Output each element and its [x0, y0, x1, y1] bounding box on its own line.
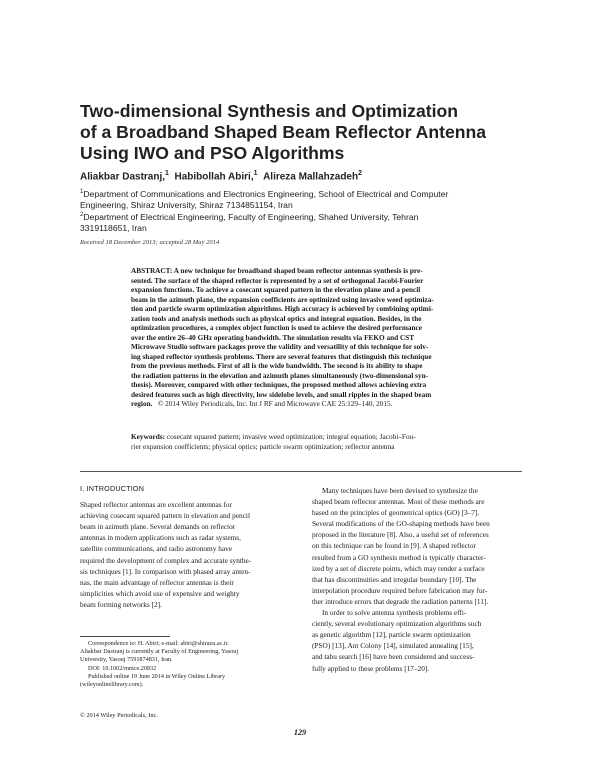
- abstract-line: optimization procedures, a complex object function is used to achieve the desired performance: [131, 324, 422, 332]
- author-list: [80, 170, 362, 182]
- author-name: Alireza Mallahzadeh: [263, 171, 359, 183]
- abstract-line: beam in the azimuth plane, the expansion coefficients are optimized using invasive weed optimiza-: [131, 295, 434, 304]
- body-line: required the development of complex and accurate synthe-: [80, 555, 252, 565]
- citation-line: © 2014 Wiley Periodicals, Inc. Int J RF and Microwave CAE 25:129–140, 2015.: [157, 400, 393, 408]
- body-line: as genetic algorithm [12], particle swarm optimization: [312, 630, 471, 640]
- footnote-line: University, Yasouj 7591874831, Iran.: [80, 656, 173, 664]
- author-affil-mark: 1: [165, 170, 169, 177]
- body-line: and tabu search [16] have been considered and success-: [312, 652, 475, 662]
- left-column: [80, 483, 292, 610]
- body-line: that has discontinuities and irregular boundary [10]. The: [312, 574, 477, 584]
- paper-title: [80, 101, 520, 164]
- footnote-line: Correspondence to: H. Abiri; e-mail: abiri@shirazu.ac.ir.: [88, 640, 229, 647]
- body-line: Many techniques have been devised to synthesize the: [322, 486, 478, 495]
- body-line: ciently, several evolutionary optimization algorithms such: [312, 619, 482, 629]
- body-line: shaped beam reflector antennas. Most of these methods are: [312, 497, 485, 507]
- affil-line: Engineering, Shiraz University, Shiraz 7134851154, Iran: [80, 199, 293, 210]
- title-line: Two-dimensional Synthesis and Optimization: [80, 101, 458, 121]
- title-line: Using IWO and PSO Algorithms: [80, 143, 345, 163]
- body-line: beam forming networks [2].: [80, 599, 162, 609]
- affil-line: Department of Electrical Engineering, Faculty of Engineering, Shahed University, Tehran: [83, 211, 419, 222]
- body-line: antennas in modern applications such as radar systems,: [80, 533, 241, 543]
- affiliation-1: [80, 187, 530, 211]
- keywords-text: cosecant squared pattern; invasive weed optimization; integral equation; Jacobi–Fou-: [166, 432, 416, 441]
- copyright-notice: © 2014 Wiley Periodicals, Inc.: [80, 712, 158, 719]
- received-dates: Received 18 December 2013; accepted 28 May 2014: [80, 239, 220, 246]
- abstract-line: over the entire 26–40 GHz operating bandwidth. The simulation results via FEKO and CST: [131, 333, 415, 342]
- footnote-line: Published online 19 June 2014 in Wiley Online Library: [88, 672, 226, 680]
- keywords-text: rier expansion coefficients; physical optics; particle swarm optimization; reflector antenna: [131, 442, 395, 451]
- footnote-line: Aliakbar Dastranj is currently at Faculty of Engineering, Yasouj: [80, 648, 239, 656]
- abstract-line: ing shaped reflector synthesis problems. There are several features that distinguish this technique: [131, 352, 432, 361]
- body-line: In order to solve antenna synthesis problems effi-: [322, 608, 467, 618]
- body-line: Several modifications of the GO-shaping methods have been: [312, 519, 490, 529]
- body-line: simplicities which avoid use of expensive and weighty: [80, 588, 240, 598]
- body-line: beam in azimuth plane. Several demands on reflector: [80, 522, 236, 532]
- body-line: interpolation procedure required before fabrication may fur-: [312, 585, 488, 595]
- abstract-line: region.: [131, 400, 153, 408]
- keywords: [131, 432, 509, 452]
- affil-line: 3319118651, Iran: [80, 222, 147, 233]
- right-column: [312, 485, 524, 674]
- author-name: Aliakbar Dastranj,: [80, 171, 166, 183]
- footnotes: [80, 640, 292, 689]
- body-line: nas, the main advantage of reflector antennas is their: [80, 577, 234, 587]
- body-line: satellite communications, and radio astronomy have: [80, 544, 232, 554]
- affil-mark: 2: [80, 212, 84, 218]
- footnote-line: (wileyonlinelibrary.com).: [80, 681, 144, 689]
- abstract: [131, 267, 509, 410]
- abstract-line: desired features such as high directivity, low sidelobe levels, and small ripples in the shaped beam: [131, 390, 432, 399]
- keywords-label: Keywords:: [131, 432, 166, 441]
- body-line: ther introduce errors that degrade the radiation patterns [11].: [312, 596, 489, 606]
- abstract-line: Microwave Studio software packages prove the validity and versatility of this technique for solv-: [131, 343, 429, 351]
- abstract-line: ABSTRACT: A new technique for broadband shaped beam reflector antennas synthesis is pre-: [131, 267, 423, 275]
- abstract-line: the radiation patterns in the elevation and azimuth planes simultaneously (two-dimensional syn-: [131, 371, 429, 380]
- body-line: achieving cosecant squared pattern in elevation and pencil: [80, 511, 250, 521]
- affil-line: Department of Communications and Electronics Engineering, School of Electrical and Computer: [83, 188, 449, 199]
- author-name: Habibollah Abiri,: [174, 171, 254, 183]
- abstract-line: sented. The surface of the shaped reflector is represented by a set of orthogonal Jacobi-Fourier: [131, 276, 424, 285]
- body-line: Shaped reflector antennas are excellent antennas for: [80, 500, 232, 510]
- body-line: sis techniques [1]. In comparison with phased array anten-: [80, 566, 251, 576]
- body-line: based on the principles of geometrical optics (GO) [3–7].: [312, 508, 480, 518]
- abstract-line: zation tools and analysis methods such as physical optics and integral equation. Besides, in the: [131, 314, 422, 323]
- body-line: fully applied to these problems [17–20].: [312, 663, 430, 673]
- affil-mark: 1: [80, 189, 84, 195]
- affiliation-2: [80, 210, 530, 234]
- section-divider: [80, 471, 522, 472]
- title-line: of a Broadband Shaped Beam Reflector Antenna: [80, 122, 487, 142]
- abstract-line: from the previous methods. First of all is the wide bandwidth. The second is its ability to shape: [131, 362, 423, 370]
- footnote-line: DOI: 10.1002/mmce.20832: [88, 664, 157, 672]
- body-line: (PSO) [13], Ant Colony [14], simulated annealing [15],: [312, 641, 474, 651]
- section-heading: I. INTRODUCTION: [80, 484, 145, 493]
- body-line: proposed in the literature [8]. Also, a useful set of references: [312, 530, 489, 540]
- body-line: resulted from a GO synthesis method is typically character-: [312, 552, 486, 562]
- body-line: ized by a set of discrete points, which may render a surface: [312, 563, 485, 573]
- abstract-line: thesis). Moreover, compared with other techniques, the proposed method allows achieving extra: [131, 381, 427, 389]
- abstract-line: expansion functions. To achieve a cosecant squared pattern in the elevation plane and a pencil: [131, 286, 421, 294]
- page-number: 129: [293, 728, 307, 737]
- author-affil-mark: 1: [253, 170, 258, 177]
- abstract-line: tion and particle swarm optimization algorithms. High accuracy is achieved by combining optimi-: [131, 305, 434, 313]
- author-affil-mark: 2: [358, 170, 362, 177]
- footnote-divider: [80, 636, 170, 637]
- body-line: on this technique can be found in [9]. A shaped reflector: [312, 541, 476, 551]
